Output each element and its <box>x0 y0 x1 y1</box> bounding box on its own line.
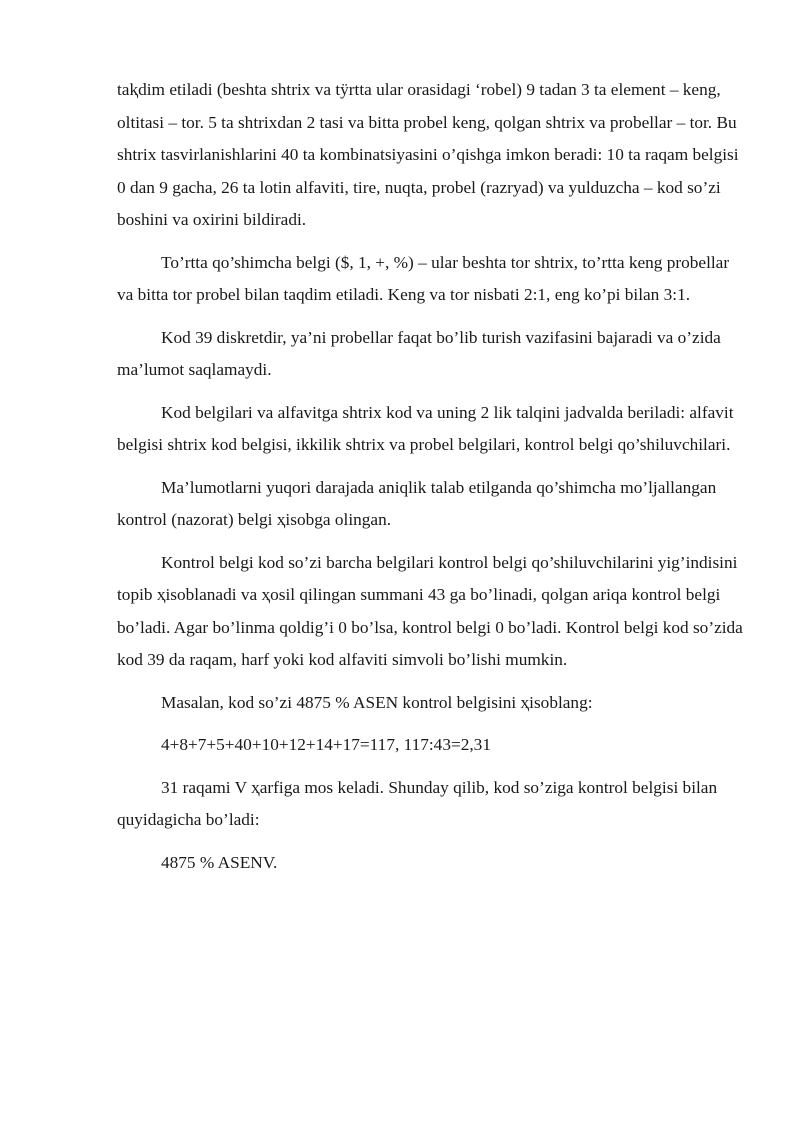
paragraph-code39-discrete: Kod 39 diskretdir, ya’ni probellar faqat bo’lib turish vazifasini bajaradi va o’zida ma’lumot saqlamaydi. <box>117 327 721 379</box>
paragraph-example-calculation: 4+8+7+5+40+10+12+14+17=117, 117:43=2,31 <box>161 735 491 754</box>
document-page <box>117 74 745 889</box>
paragraph-accuracy: Ma’lumotlarni yuqori darajada aniqlik talab etilganda qo’shimcha mo’ljallangan kontrol (nazorat) belgi ҳisobga olingan. <box>117 477 717 529</box>
paragraph-final-code: 4875 % ASENV. <box>161 852 278 872</box>
paragraph-additional-symbols: To’rtta qo’shimcha belgi ($, 1, +, %) – ular beshta tor shtrix, to’rtta keng probellar va bitta tor probel bilan taqdim etiladi. Keng va tor nisbati 2:1, eng ko’pi bilan 3:1. <box>117 252 730 304</box>
paragraph-example-intro: Masalan, kod so’zi 4875 % ASEN kontrol belgisini ҳisoblang: <box>161 692 593 712</box>
paragraph-continuation: taⱪdim etiladi (beshta shtrix va tÿrtta ular orasidagi ‘robel) 9 tadan 3 ta element – keng, oltitasi – tor. 5 ta shtrixdan 2 tasi va bitta probel keng, qolgan shtrix va probellar – tor. Bu shtrix tasvirlanishlarini 40 ta kombinatsiyasini o’qishga imkon beradi: 10 ta raqam belgisi 0 dan 9 gacha, 26 ta lotin alfaviti, tire, nuqta, probel (razryad) va yulduzcha – kod so’zi boshini va oxirini bildiradi. <box>117 80 739 229</box>
paragraph-code-table: Kod belgilari va alfavitga shtrix kod va uning 2 lik talqini jadvalda beriladi: alfavit belgisi shtrix kod belgisi, ikkilik shtrix va probel belgilari, kontrol belgi qo’shiluvchilari. <box>117 402 734 454</box>
paragraph-example-result: 31 raqami V ҳarfiga mos keladi. Shunday qilib, kod so’ziga kontrol belgisi bilan quyidagicha bo’ladi: <box>117 777 718 829</box>
paragraph-control-symbol: Kontrol belgi kod so’zi barcha belgilari kontrol belgi qo’shiluvchilarini yig’indisini topib ҳisoblanadi va ҳosil qilingan summani 43 ga bo’linadi, qolgan ariqa kontrol belgi bo’ladi. Agar bo’linma qoldig’i 0 bo’lsa, kontrol belgi 0 bo’ladi. Kontrol belgi kod so’zida kod 39 da raqam, harf yoki kod alfaviti simvoli bo’lishi mumkin. <box>117 552 743 669</box>
